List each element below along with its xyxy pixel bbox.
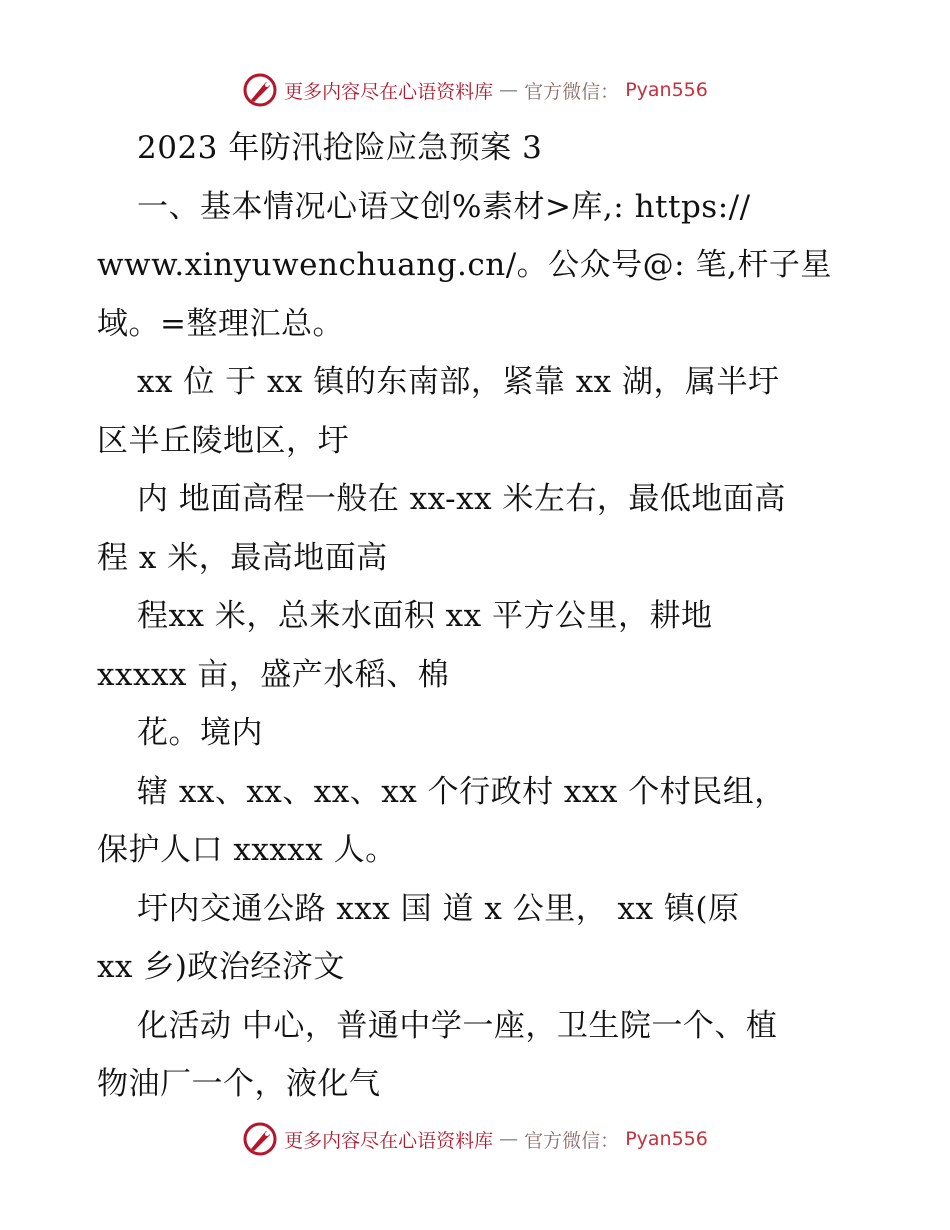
banner-title: 更多内容尽在心语资料库 <box>284 1129 494 1152</box>
paragraph-line: 程 x 米，最高地面高 <box>97 539 388 576</box>
footer-banner <box>0 1119 950 1159</box>
paragraph-line: 程xx 米，总来水面积 xx 平方公里，耕地 <box>137 598 713 634</box>
paragraph-line: 保护人口 xxxxx 人。 <box>97 832 397 868</box>
banner-wechat-id: Pyan556 <box>625 1128 708 1150</box>
paragraph-line: xx 乡)政治经济文 <box>97 949 345 985</box>
document-title: 2023 年防汛抢险应急预案 3 <box>137 130 543 166</box>
pen-nib-logo-icon <box>242 72 278 108</box>
paragraph-line: xx 位 于 xx 镇的东南部，紧靠 xx 湖，属半圩 <box>137 364 780 400</box>
paragraph-line: 物油厂一个，液化气 <box>97 1066 381 1102</box>
paragraph-line: 辖 xx、xx、xx、xx 个行政村 xxx 个村民组， <box>137 773 786 810</box>
banner-dash: — <box>499 1128 519 1150</box>
banner-wechat-id: Pyan556 <box>625 79 708 101</box>
paragraph-line: www.xinyuwenchuang.cn/。公众号@: 笔,杆子星 <box>97 247 832 283</box>
banner-dash: — <box>499 79 519 101</box>
paragraph-line: 花。境内 <box>137 715 263 751</box>
pen-nib-logo-icon <box>242 1121 278 1157</box>
banner-official-label: 官方微信： <box>524 80 620 103</box>
paragraph-line: 化活动 中心，普通中学一座，卫生院一个、植 <box>137 1007 778 1044</box>
paragraph-line: 内 地面高程一般在 xx-xx 米左右，最低地面高 <box>137 481 786 517</box>
document-body <box>97 119 867 1114</box>
paragraph-line: 域。=整理汇总。 <box>97 305 344 342</box>
banner-title: 更多内容尽在心语资料库 <box>284 80 494 103</box>
paragraph-line: 区半丘陵地区，圩 <box>97 422 349 459</box>
paragraph-line: 一、基本情况心语文创%素材>库,: https:// <box>137 188 751 225</box>
banner-official-label: 官方微信： <box>524 1129 620 1152</box>
paragraph-line: xxxxx 亩，盛产水稻、棉 <box>97 656 450 693</box>
paragraph-line: 圩内交通公路 xxx 国 道 x 公里， xx 镇(原 <box>137 890 740 927</box>
header-banner <box>0 70 950 110</box>
